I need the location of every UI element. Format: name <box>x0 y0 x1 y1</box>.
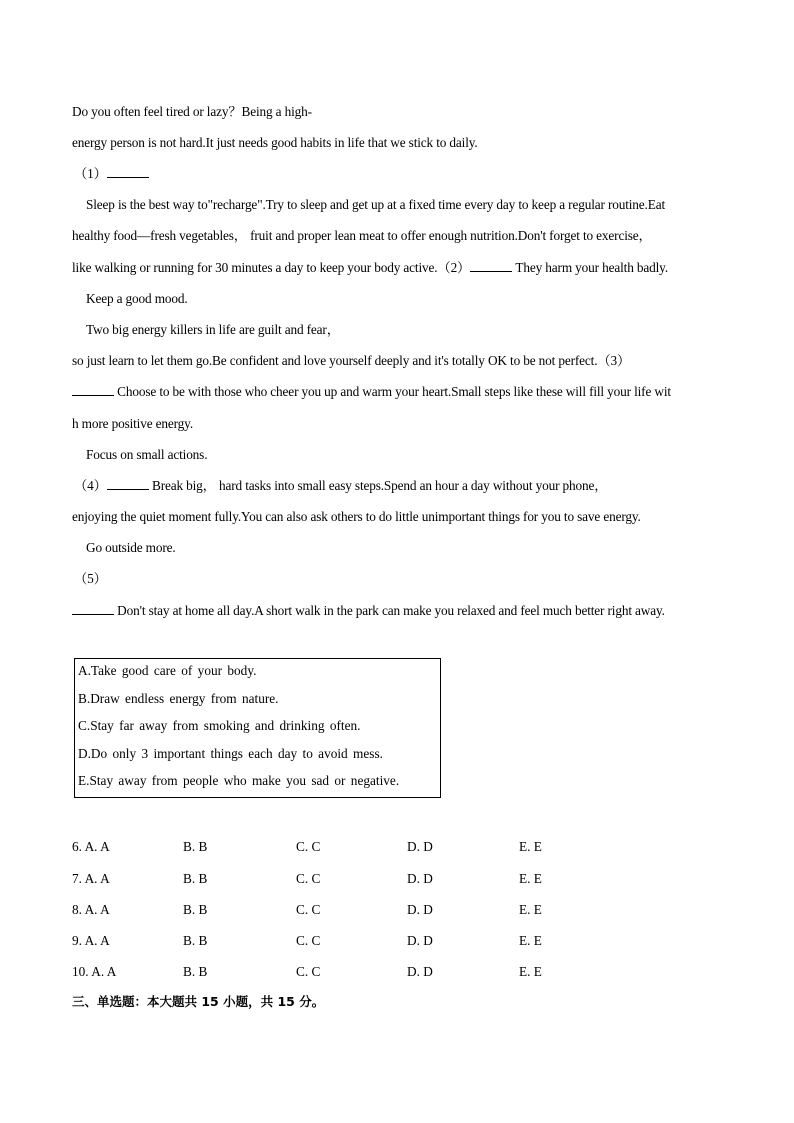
option-b[interactable]: B. B <box>183 902 208 917</box>
passage-text: Don't stay at home all day.A short walk in the park can make you relaxed and feel much better right away. <box>114 603 665 618</box>
blank-label: （4） <box>74 478 107 493</box>
option-c: C.Stay far away from smoking and drinking often. <box>78 718 361 733</box>
question-number-option-a[interactable]: 7. A. A <box>72 871 110 886</box>
option-e: E.Stay away from people who make you sad or negative. <box>78 773 400 788</box>
blank-line <box>72 603 114 615</box>
options-box <box>74 658 441 798</box>
option-b: B.Draw endless energy from nature. <box>78 691 279 706</box>
option-d[interactable]: D. D <box>407 839 433 854</box>
passage-line <box>74 478 607 494</box>
question-number-option-a[interactable]: 6. A. A <box>72 839 110 854</box>
answer-row <box>72 933 632 949</box>
blank-1 <box>74 166 149 182</box>
option-e[interactable]: E. E <box>519 902 542 917</box>
passage-line: enjoying the quiet moment fully.You can also ask others to do little unimportant things for you to save energy. <box>72 509 641 524</box>
passage-line: energy person is not hard.It just needs good habits in life that we stick to daily. <box>72 135 478 150</box>
blank-line <box>107 478 149 490</box>
question-number-option-a[interactable]: 9. A. A <box>72 933 110 948</box>
option-d: D.Do only 3 important things each day to avoid mess. <box>78 746 383 761</box>
blank-label: （5） <box>74 571 107 586</box>
subheading: Keep a good mood. <box>86 291 188 306</box>
option-d[interactable]: D. D <box>407 964 433 979</box>
option-e[interactable]: E. E <box>519 933 542 948</box>
passage-line: Sleep is the best way to"recharge".Try to sleep and get up at a fixed time every day to keep a regular routine.Eat <box>86 197 665 212</box>
blank-label: （1） <box>74 166 107 181</box>
option-d[interactable]: D. D <box>407 871 433 886</box>
option-c[interactable]: C. C <box>296 964 321 979</box>
question-number-option-a[interactable]: 8. A. A <box>72 902 110 917</box>
passage-text: like walking or running for 30 minutes a day to keep your body active.（2） <box>72 260 471 275</box>
option-d[interactable]: D. D <box>407 902 433 917</box>
option-a: A.Take good care of your body. <box>78 663 257 678</box>
option-c[interactable]: C. C <box>296 871 321 886</box>
passage-line: healthy food—fresh vegetables， fruit and proper lean meat to offer enough nutrition.Don't forget to exercise， <box>72 228 652 243</box>
passage-line <box>72 603 665 619</box>
blank-line <box>107 166 149 178</box>
option-e[interactable]: E. E <box>519 964 542 979</box>
passage-line: Do you often feel tired or lazy？Being a high- <box>72 104 312 119</box>
passage-line: h more positive energy. <box>72 416 193 431</box>
answer-row <box>72 871 632 887</box>
option-e[interactable]: E. E <box>519 871 542 886</box>
passage-text: They harm your health badly. <box>512 260 668 275</box>
passage-text: Choose to be with those who cheer you up and warm your heart.Small steps like these will fill your life wit <box>114 384 671 399</box>
question-number-option-a[interactable]: 10. A. A <box>72 964 117 979</box>
blank-line <box>470 260 512 272</box>
option-e[interactable]: E. E <box>519 839 542 854</box>
passage-line: Two big energy killers in life are guilt and fear， <box>86 322 340 337</box>
answer-row <box>72 839 632 855</box>
answer-row <box>72 964 632 980</box>
blank-line <box>72 384 114 396</box>
passage-text: Break big， hard tasks into small easy steps.Spend an hour a day without your phone， <box>148 478 608 493</box>
passage-line <box>72 384 671 400</box>
option-c[interactable]: C. C <box>296 933 321 948</box>
option-c[interactable]: C. C <box>296 902 321 917</box>
passage-line: so just learn to let them go.Be confident and love yourself deeply and it's totally OK to be not perfect.（3） <box>72 353 631 368</box>
option-b[interactable]: B. B <box>183 964 208 979</box>
option-b[interactable]: B. B <box>183 933 208 948</box>
option-d[interactable]: D. D <box>407 933 433 948</box>
subheading: Focus on small actions. <box>86 447 208 462</box>
section-heading: 三、单选题：本大题共 15 小题，共 15 分。 <box>72 994 325 1009</box>
answer-row <box>72 902 632 918</box>
passage-line <box>72 260 668 276</box>
option-b[interactable]: B. B <box>183 871 208 886</box>
option-b[interactable]: B. B <box>183 839 208 854</box>
option-c[interactable]: C. C <box>296 839 321 854</box>
subheading: Go outside more. <box>86 540 176 555</box>
